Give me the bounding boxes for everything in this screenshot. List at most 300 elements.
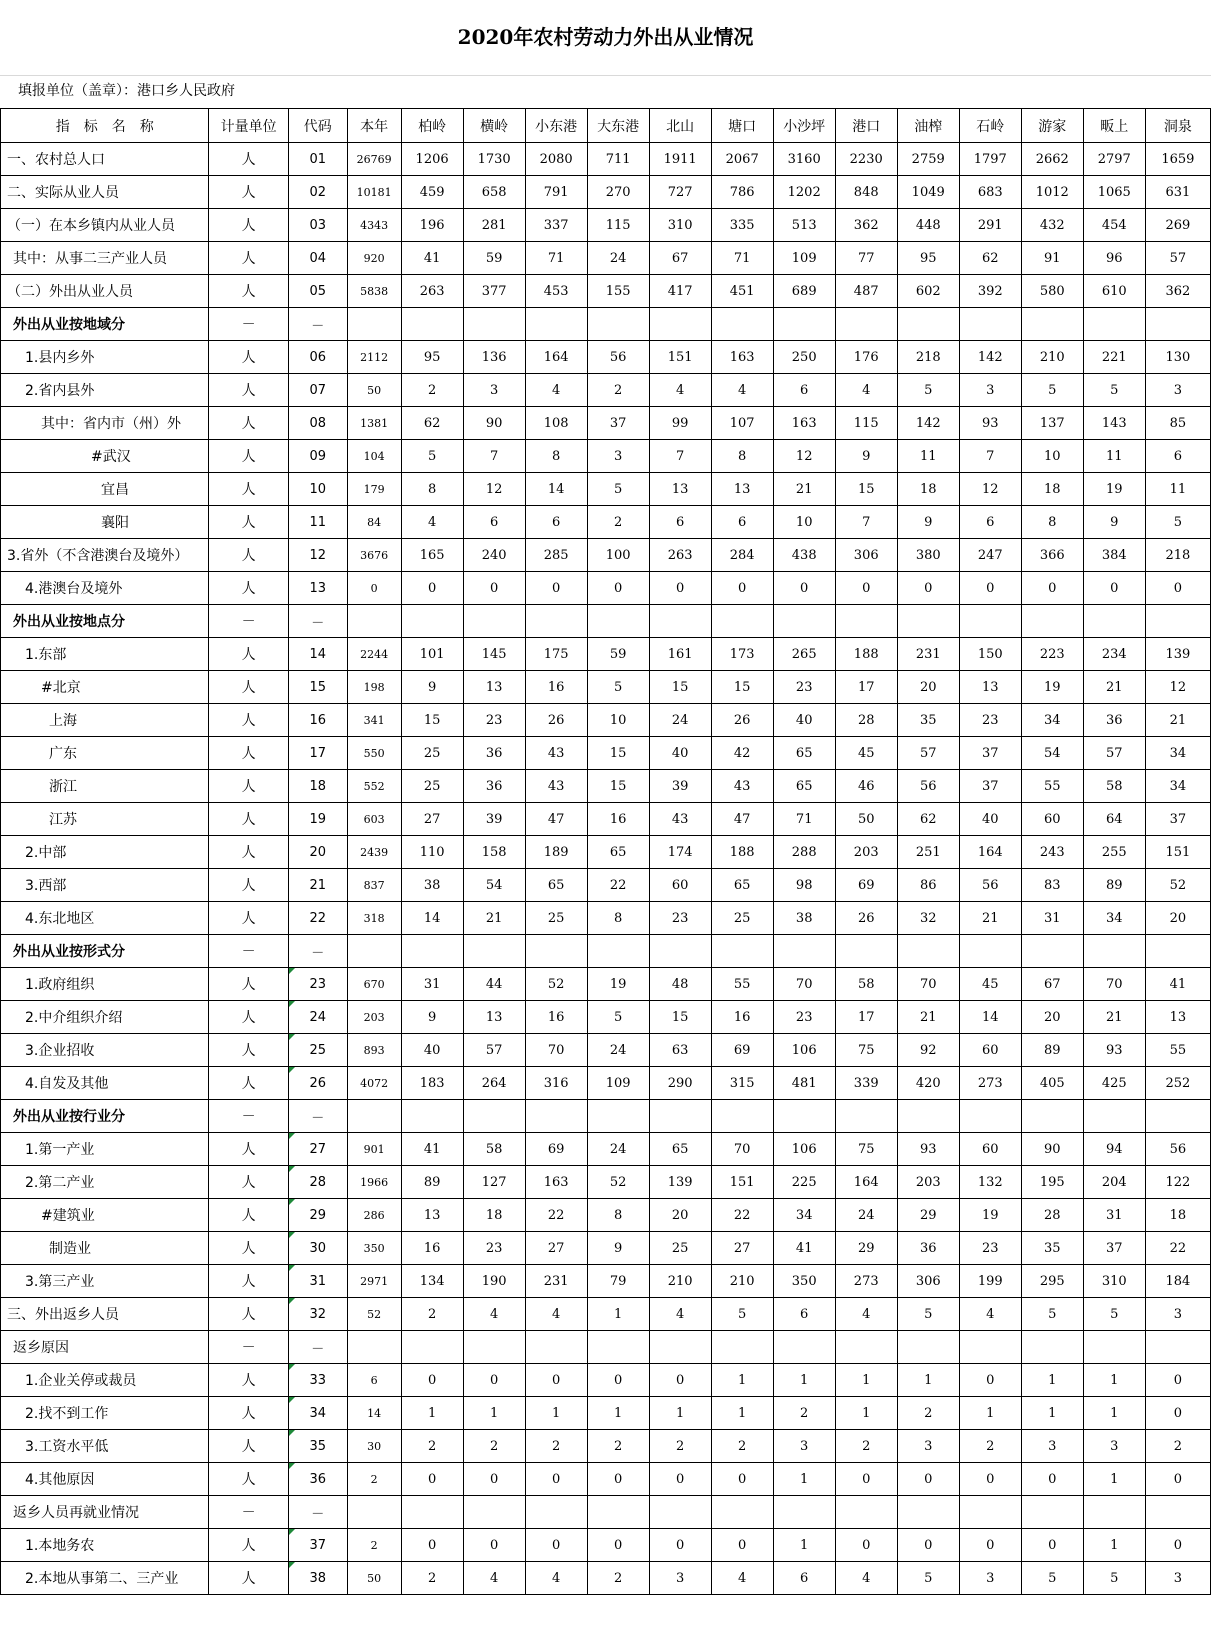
- value-cell: 0: [959, 1463, 1021, 1496]
- value-cell: 45: [959, 968, 1021, 1001]
- code-cell: 30: [288, 1232, 347, 1265]
- value-cell: 1065: [1083, 176, 1145, 209]
- value-cell: 23: [773, 671, 835, 704]
- value-cell: 0: [835, 572, 897, 605]
- value-cell: 0: [959, 1364, 1021, 1397]
- column-header: 塘口: [711, 109, 773, 143]
- row-label: 1.企业关停或裁员: [1, 1364, 209, 1397]
- value-cell: 231: [897, 638, 959, 671]
- code-cell: －: [288, 1496, 347, 1529]
- value-cell: 0: [1145, 1397, 1210, 1430]
- value-cell: [587, 1331, 649, 1364]
- value-cell: 34: [1021, 704, 1083, 737]
- code-cell: 08: [288, 407, 347, 440]
- value-cell: 58: [1083, 770, 1145, 803]
- value-cell: 58: [835, 968, 897, 1001]
- value-cell: 142: [897, 407, 959, 440]
- column-header: 石岭: [959, 109, 1021, 143]
- value-cell: 221: [1083, 341, 1145, 374]
- value-cell: 5: [1145, 506, 1210, 539]
- value-cell: 5: [897, 1562, 959, 1595]
- value-cell: 34: [1145, 737, 1210, 770]
- value-cell: 1: [711, 1364, 773, 1397]
- value-cell: 1: [835, 1397, 897, 1430]
- value-cell: 132: [959, 1166, 1021, 1199]
- code-cell: 22: [288, 902, 347, 935]
- code-cell: 24: [288, 1001, 347, 1034]
- value-cell: 683: [959, 176, 1021, 209]
- total-cell: 2112: [347, 341, 401, 374]
- table-row: [1, 1001, 1211, 1034]
- value-cell: 7: [959, 440, 1021, 473]
- value-cell: 89: [401, 1166, 463, 1199]
- value-cell: 580: [1021, 275, 1083, 308]
- value-cell: [835, 1496, 897, 1529]
- total-cell: 670: [347, 968, 401, 1001]
- value-cell: 54: [463, 869, 525, 902]
- value-cell: 17: [835, 1001, 897, 1034]
- value-cell: 3: [959, 374, 1021, 407]
- value-cell: 176: [835, 341, 897, 374]
- value-cell: 37: [587, 407, 649, 440]
- value-cell: 1797: [959, 143, 1021, 176]
- value-cell: 231: [525, 1265, 587, 1298]
- value-cell: 92: [897, 1034, 959, 1067]
- value-cell: 4: [835, 374, 897, 407]
- row-label: 2.省内县外: [1, 374, 209, 407]
- unit-cell: 人: [209, 1133, 288, 1166]
- code-cell: 01: [288, 143, 347, 176]
- column-header: 港口: [835, 109, 897, 143]
- value-cell: 58: [463, 1133, 525, 1166]
- value-cell: 67: [649, 242, 711, 275]
- code-cell: 18: [288, 770, 347, 803]
- value-cell: 0: [525, 1364, 587, 1397]
- table-row: [1, 1133, 1211, 1166]
- total-cell: 2971: [347, 1265, 401, 1298]
- table-row: [1, 1067, 1211, 1100]
- table-row: [1, 1430, 1211, 1463]
- value-cell: 90: [1021, 1133, 1083, 1166]
- value-cell: 16: [525, 671, 587, 704]
- value-cell: 203: [897, 1166, 959, 1199]
- value-cell: 31: [401, 968, 463, 1001]
- total-cell: 603: [347, 803, 401, 836]
- value-cell: 1: [773, 1529, 835, 1562]
- value-cell: 2: [711, 1430, 773, 1463]
- value-cell: 337: [525, 209, 587, 242]
- value-cell: 130: [1145, 341, 1210, 374]
- value-cell: 602: [897, 275, 959, 308]
- value-cell: 0: [959, 572, 1021, 605]
- value-cell: 21: [463, 902, 525, 935]
- value-cell: [959, 1331, 1021, 1364]
- value-cell: 62: [897, 803, 959, 836]
- table-row: [1, 605, 1211, 638]
- total-cell: 318: [347, 902, 401, 935]
- value-cell: 41: [773, 1232, 835, 1265]
- value-cell: 10: [587, 704, 649, 737]
- value-cell: 29: [835, 1232, 897, 1265]
- unit-cell: 人: [209, 968, 288, 1001]
- unit-cell: －: [209, 1100, 288, 1133]
- row-label: 1.本地务农: [1, 1529, 209, 1562]
- value-cell: 339: [835, 1067, 897, 1100]
- value-cell: 164: [835, 1166, 897, 1199]
- value-cell: 22: [711, 1199, 773, 1232]
- value-cell: 134: [401, 1265, 463, 1298]
- total-cell: 30: [347, 1430, 401, 1463]
- table-row: [1, 902, 1211, 935]
- value-cell: 20: [649, 1199, 711, 1232]
- value-cell: [1021, 935, 1083, 968]
- value-cell: 1: [1083, 1529, 1145, 1562]
- value-cell: 210: [711, 1265, 773, 1298]
- value-cell: 0: [835, 1529, 897, 1562]
- total-cell: 3676: [347, 539, 401, 572]
- unit-cell: 人: [209, 638, 288, 671]
- value-cell: 136: [463, 341, 525, 374]
- value-cell: [1083, 605, 1145, 638]
- value-cell: 225: [773, 1166, 835, 1199]
- value-cell: 0: [587, 1364, 649, 1397]
- value-cell: 0: [773, 572, 835, 605]
- code-cell: 36: [288, 1463, 347, 1496]
- value-cell: 70: [525, 1034, 587, 1067]
- value-cell: 392: [959, 275, 1021, 308]
- value-cell: 62: [401, 407, 463, 440]
- total-cell: 2244: [347, 638, 401, 671]
- value-cell: 195: [1021, 1166, 1083, 1199]
- code-cell: 23: [288, 968, 347, 1001]
- value-cell: 100: [587, 539, 649, 572]
- value-cell: 35: [1021, 1232, 1083, 1265]
- value-cell: [711, 935, 773, 968]
- table-row: [1, 1166, 1211, 1199]
- value-cell: 26: [711, 704, 773, 737]
- value-cell: 1206: [401, 143, 463, 176]
- value-cell: 59: [587, 638, 649, 671]
- column-header: 畈上: [1083, 109, 1145, 143]
- unit-cell: 人: [209, 1463, 288, 1496]
- table-row: [1, 209, 1211, 242]
- value-cell: [525, 1100, 587, 1133]
- value-cell: 25: [711, 902, 773, 935]
- value-cell: 23: [463, 704, 525, 737]
- value-cell: 63: [649, 1034, 711, 1067]
- row-label: 3.第三产业: [1, 1265, 209, 1298]
- value-cell: 37: [959, 737, 1021, 770]
- value-cell: 5: [587, 671, 649, 704]
- value-cell: 23: [959, 1232, 1021, 1265]
- total-cell: 350: [347, 1232, 401, 1265]
- value-cell: 658: [463, 176, 525, 209]
- value-cell: 6: [773, 1562, 835, 1595]
- value-cell: 0: [897, 572, 959, 605]
- value-cell: 3: [897, 1430, 959, 1463]
- value-cell: 56: [897, 770, 959, 803]
- table-row: [1, 1034, 1211, 1067]
- value-cell: 188: [835, 638, 897, 671]
- value-cell: [773, 1331, 835, 1364]
- value-cell: 21: [773, 473, 835, 506]
- value-cell: 2: [401, 1562, 463, 1595]
- value-cell: 28: [835, 704, 897, 737]
- value-cell: 79: [587, 1265, 649, 1298]
- value-cell: 19: [1083, 473, 1145, 506]
- value-cell: 75: [835, 1133, 897, 1166]
- code-cell: 14: [288, 638, 347, 671]
- value-cell: 255: [1083, 836, 1145, 869]
- value-cell: 2: [463, 1430, 525, 1463]
- value-cell: 163: [711, 341, 773, 374]
- value-cell: [711, 605, 773, 638]
- unit-cell: 人: [209, 803, 288, 836]
- value-cell: [897, 605, 959, 638]
- value-cell: 175: [525, 638, 587, 671]
- value-cell: 218: [1145, 539, 1210, 572]
- unit-cell: 人: [209, 1166, 288, 1199]
- value-cell: [711, 1496, 773, 1529]
- value-cell: [525, 1331, 587, 1364]
- value-cell: 791: [525, 176, 587, 209]
- fill-unit-row: [0, 75, 1211, 108]
- value-cell: 451: [711, 275, 773, 308]
- value-cell: 36: [897, 1232, 959, 1265]
- value-cell: 65: [587, 836, 649, 869]
- value-cell: 115: [835, 407, 897, 440]
- value-cell: [587, 1496, 649, 1529]
- table-row: [1, 1529, 1211, 1562]
- value-cell: 55: [711, 968, 773, 1001]
- total-cell: 5838: [347, 275, 401, 308]
- value-cell: 56: [1145, 1133, 1210, 1166]
- value-cell: 459: [401, 176, 463, 209]
- total-cell: 6: [347, 1364, 401, 1397]
- code-cell: 21: [288, 869, 347, 902]
- value-cell: 196: [401, 209, 463, 242]
- unit-cell: 人: [209, 1265, 288, 1298]
- value-cell: 0: [401, 1463, 463, 1496]
- value-cell: 43: [649, 803, 711, 836]
- value-cell: [463, 308, 525, 341]
- value-cell: 265: [773, 638, 835, 671]
- value-cell: 250: [773, 341, 835, 374]
- row-label: 其中：从事二三产业人员: [1, 242, 209, 275]
- code-cell: 27: [288, 1133, 347, 1166]
- total-cell: 552: [347, 770, 401, 803]
- row-label: 1.第一产业: [1, 1133, 209, 1166]
- value-cell: 21: [897, 1001, 959, 1034]
- row-label: 宜昌: [1, 473, 209, 506]
- column-header: 北山: [649, 109, 711, 143]
- value-cell: 2797: [1083, 143, 1145, 176]
- unit-cell: 人: [209, 1562, 288, 1595]
- value-cell: 1: [1021, 1397, 1083, 1430]
- value-cell: 0: [587, 1529, 649, 1562]
- value-cell: 0: [649, 1529, 711, 1562]
- value-cell: 0: [1145, 572, 1210, 605]
- row-label: 2.本地从事第二、三产业: [1, 1562, 209, 1595]
- table-row: [1, 275, 1211, 308]
- value-cell: 2: [959, 1430, 1021, 1463]
- value-cell: [773, 605, 835, 638]
- value-cell: [897, 1331, 959, 1364]
- value-cell: 27: [711, 1232, 773, 1265]
- table-row: [1, 1100, 1211, 1133]
- value-cell: 15: [649, 1001, 711, 1034]
- row-label: 1.东部: [1, 638, 209, 671]
- value-cell: 8: [587, 902, 649, 935]
- table-row: [1, 737, 1211, 770]
- value-cell: 335: [711, 209, 773, 242]
- value-cell: 2: [525, 1430, 587, 1463]
- value-cell: 145: [463, 638, 525, 671]
- value-cell: 417: [649, 275, 711, 308]
- value-cell: 60: [1021, 803, 1083, 836]
- value-cell: 2: [773, 1397, 835, 1430]
- value-cell: 5: [587, 1001, 649, 1034]
- value-cell: 3: [649, 1562, 711, 1595]
- row-label: 返乡原因: [1, 1331, 209, 1364]
- total-cell: 1966: [347, 1166, 401, 1199]
- value-cell: [1083, 1331, 1145, 1364]
- value-cell: 24: [649, 704, 711, 737]
- value-cell: 3: [1145, 374, 1210, 407]
- value-cell: 1: [1021, 1364, 1083, 1397]
- value-cell: 25: [401, 770, 463, 803]
- total-cell: [347, 308, 401, 341]
- value-cell: 67: [1021, 968, 1083, 1001]
- value-cell: 24: [835, 1199, 897, 1232]
- value-cell: 151: [649, 341, 711, 374]
- value-cell: 4: [525, 1562, 587, 1595]
- unit-cell: 人: [209, 572, 288, 605]
- column-header: 指 标 名 称: [1, 109, 209, 143]
- value-cell: 40: [959, 803, 1021, 836]
- value-cell: 19: [587, 968, 649, 1001]
- value-cell: 17: [835, 671, 897, 704]
- value-cell: 165: [401, 539, 463, 572]
- value-cell: 89: [1083, 869, 1145, 902]
- value-cell: 14: [525, 473, 587, 506]
- unit-cell: －: [209, 935, 288, 968]
- value-cell: [649, 1331, 711, 1364]
- value-cell: 0: [897, 1463, 959, 1496]
- table-row: [1, 506, 1211, 539]
- value-cell: 210: [649, 1265, 711, 1298]
- value-cell: 23: [773, 1001, 835, 1034]
- value-cell: 0: [711, 1529, 773, 1562]
- value-cell: 366: [1021, 539, 1083, 572]
- value-cell: 218: [897, 341, 959, 374]
- value-cell: 0: [463, 1364, 525, 1397]
- value-cell: 9: [401, 671, 463, 704]
- value-cell: 15: [711, 671, 773, 704]
- value-cell: 34: [1083, 902, 1145, 935]
- value-cell: 405: [1021, 1067, 1083, 1100]
- value-cell: 199: [959, 1265, 1021, 1298]
- row-label: 3.省外（不含港澳台及境外）: [1, 539, 209, 572]
- table-row: [1, 803, 1211, 836]
- value-cell: 362: [835, 209, 897, 242]
- value-cell: 70: [897, 968, 959, 1001]
- value-cell: 40: [401, 1034, 463, 1067]
- value-cell: 240: [463, 539, 525, 572]
- row-label: 2.中介组织介绍: [1, 1001, 209, 1034]
- value-cell: 151: [711, 1166, 773, 1199]
- code-cell: 19: [288, 803, 347, 836]
- column-header: 小东港: [525, 109, 587, 143]
- value-cell: 55: [1145, 1034, 1210, 1067]
- value-cell: 41: [1145, 968, 1210, 1001]
- value-cell: [1083, 1100, 1145, 1133]
- value-cell: 203: [835, 836, 897, 869]
- value-cell: [773, 1496, 835, 1529]
- value-cell: 54: [1021, 737, 1083, 770]
- value-cell: [1083, 1496, 1145, 1529]
- unit-cell: 人: [209, 1199, 288, 1232]
- value-cell: 139: [649, 1166, 711, 1199]
- code-cell: －: [288, 308, 347, 341]
- value-cell: 150: [959, 638, 1021, 671]
- unit-cell: 人: [209, 539, 288, 572]
- value-cell: [711, 308, 773, 341]
- value-cell: 306: [835, 539, 897, 572]
- value-cell: 96: [1083, 242, 1145, 275]
- row-label: 外出从业按形式分: [1, 935, 209, 968]
- value-cell: 3: [959, 1562, 1021, 1595]
- value-cell: 90: [463, 407, 525, 440]
- value-cell: [587, 935, 649, 968]
- value-cell: 139: [1145, 638, 1210, 671]
- value-cell: 95: [401, 341, 463, 374]
- value-cell: [1021, 1496, 1083, 1529]
- value-cell: 4: [463, 1298, 525, 1331]
- code-cell: 11: [288, 506, 347, 539]
- value-cell: 47: [711, 803, 773, 836]
- table-row: [1, 176, 1211, 209]
- value-cell: 0: [649, 572, 711, 605]
- value-cell: 137: [1021, 407, 1083, 440]
- value-cell: 21: [959, 902, 1021, 935]
- value-cell: [1021, 1100, 1083, 1133]
- value-cell: 48: [649, 968, 711, 1001]
- value-cell: [463, 1100, 525, 1133]
- value-cell: 39: [463, 803, 525, 836]
- value-cell: 85: [1145, 407, 1210, 440]
- value-cell: 93: [897, 1133, 959, 1166]
- table-row: [1, 671, 1211, 704]
- value-cell: 1: [587, 1298, 649, 1331]
- total-cell: 84: [347, 506, 401, 539]
- row-label: 其中：省内市（州）外: [1, 407, 209, 440]
- value-cell: 6: [959, 506, 1021, 539]
- value-cell: 290: [649, 1067, 711, 1100]
- value-cell: 1: [1083, 1364, 1145, 1397]
- value-cell: 14: [401, 902, 463, 935]
- value-cell: 3: [1083, 1430, 1145, 1463]
- value-cell: 13: [463, 1001, 525, 1034]
- row-label: 外出从业按行业分: [1, 1100, 209, 1133]
- value-cell: 8: [711, 440, 773, 473]
- unit-cell: 人: [209, 1232, 288, 1265]
- value-cell: 4: [835, 1298, 897, 1331]
- value-cell: [835, 935, 897, 968]
- value-cell: 24: [587, 242, 649, 275]
- value-cell: 5: [897, 1298, 959, 1331]
- table-body: [1, 143, 1211, 1595]
